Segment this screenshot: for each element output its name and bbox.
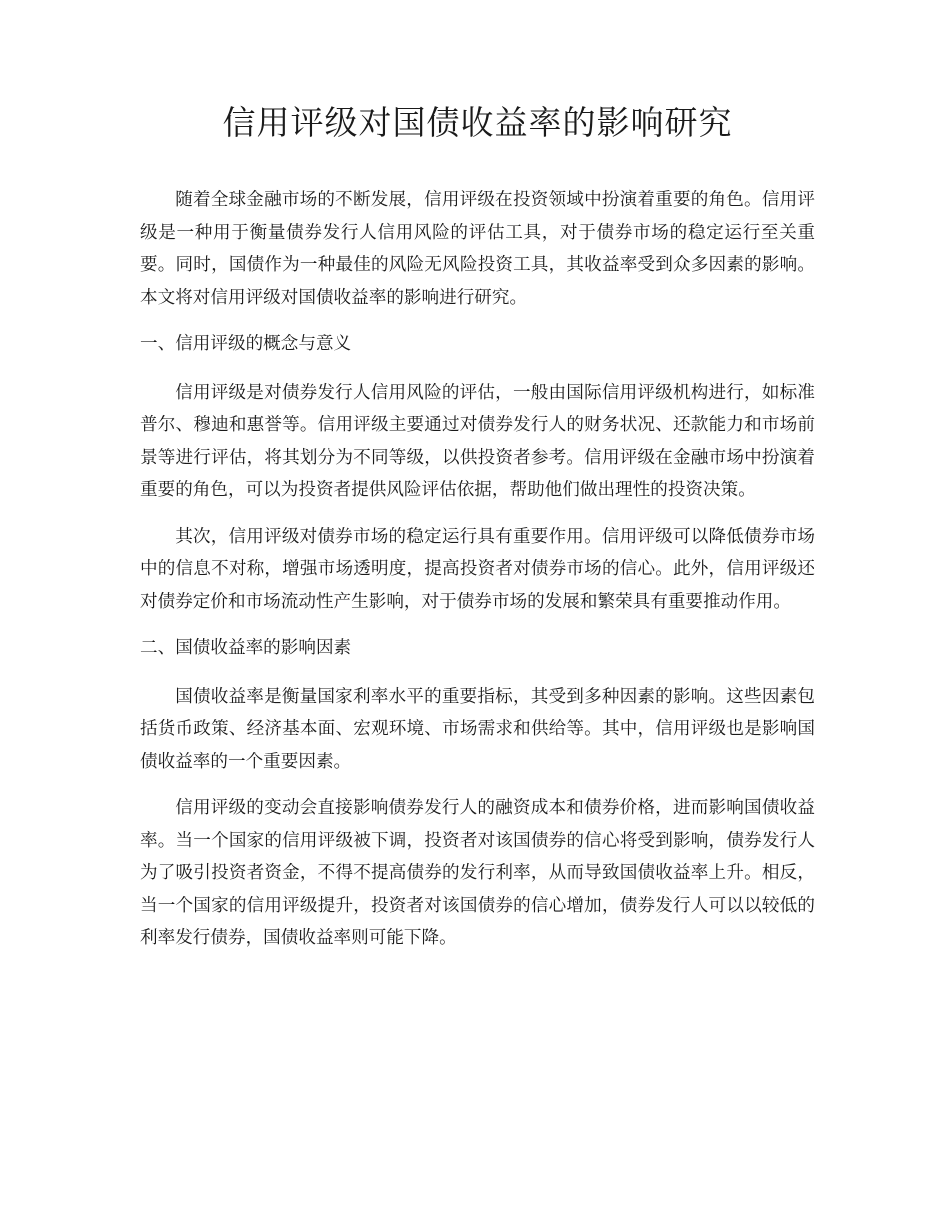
section2-paragraph-1: 国债收益率是衡量国家利率水平的重要指标，其受到多种因素的影响。这些因素包括货币政策、经济基本面、宏观环境、市场需求和供给等。其中，信用评级也是影响国债收益率的一个重要因素。 — [140, 686, 815, 772]
intro-paragraph: 随着全球金融市场的不断发展，信用评级在投资领域中扮演着重要的角色。信用评级是一种用于衡量债券发行人信用风险的评估工具，对于债券市场的稳定运行至关重要。同时，国债作为一种最佳的风险无风险投资工具，其收益率受到众多因素的影响。本文将对信用评级对国债收益率的影响进行研究。 — [140, 190, 815, 308]
section-heading-1: 一、信用评级的概念与意义 — [140, 334, 352, 354]
section2-paragraph-2: 信用评级的变动会直接影响债券发行人的融资成本和债券价格，进而影响国债收益率。当一个国家的信用评级被下调，投资者对该国债券的信心将受到影响，债券发行人为了吸引投资者资金，不得不提高债券的发行利率，从而导致国债收益率上升。相反，当一个国家的信用评级提升，投资者对该国债券的信心增加，债券发行人可以以较低的利率发行债券，国债收益率则可能下降。 — [140, 798, 815, 948]
section1-paragraph-2: 其次，信用评级对债券市场的稳定运行具有重要作用。信用评级可以降低债券市场中的信息不对称，增强市场透明度，提高投资者对债券市场的信心。此外，信用评级还对债券定价和市场流动性产生影响，对于债券市场的发展和繁荣具有重要推动作用。 — [140, 526, 815, 612]
section-heading-2: 二、国债收益率的影响因素 — [140, 638, 352, 658]
document-page — [140, 0, 815, 955]
section1-paragraph-1: 信用评级是对债券发行人信用风险的评估，一般由国际信用评级机构进行，如标准普尔、穆迪和惠誉等。信用评级主要通过对债券发行人的财务状况、还款能力和市场前景等进行评估，将其划分为不同等级，以供投资者参考。信用评级在金融市场中扮演着重要的角色，可以为投资者提供风险评估依据，帮助他们做出理性的投资决策。 — [140, 382, 815, 500]
document-title: 信用评级对国债收益率的影响研究 — [222, 103, 733, 142]
